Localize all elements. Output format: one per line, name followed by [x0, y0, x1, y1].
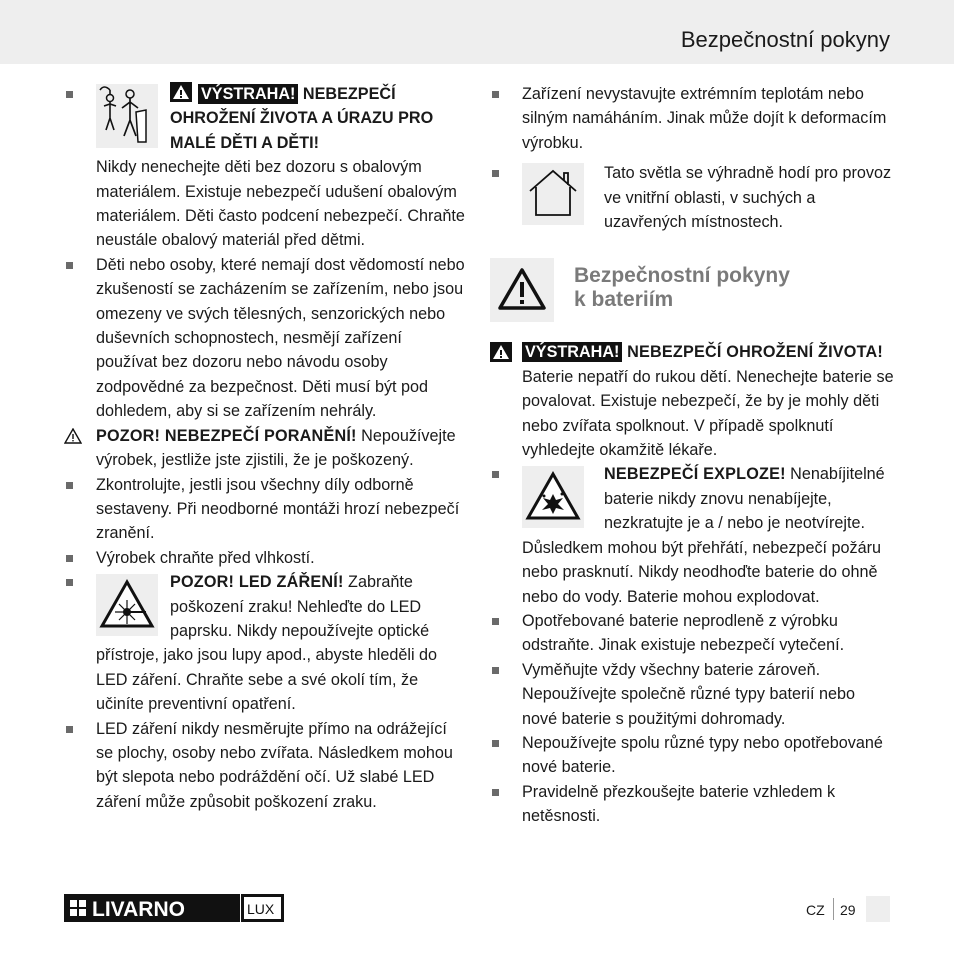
battery-warning — [490, 340, 894, 462]
item-text: LED záření nikdy nesměrujte přímo na odrážející se plochy, osoby nebo zvířata. Následkem mohou být slepota nebo podráždění očí. Už slabé LED záření může způsobit poškození zraku. — [96, 719, 453, 811]
page-header — [0, 0, 954, 64]
section-title: Bezpečnostní pokyny k bateriím — [574, 264, 790, 312]
laser-heading: POZOR! LED ZÁŘENÍ! — [170, 573, 344, 592]
item-text: Nenabíjitelné baterie nikdy znovu nenabíjejte, nezkratujte je a / nebo je neotvírejte. Důsledkem mohou být přehřátí, nebezpečí požáru nebo prasknutí. Nikdy neodhoďte baterie do ohně nebo do vody. Baterie mohou explodovat. — [522, 465, 885, 606]
bullet — [492, 91, 499, 98]
explosion-icon — [522, 466, 584, 528]
warning-heading: NEBEZPEČÍ OHROŽENÍ ŽIVOTA! — [622, 343, 883, 362]
item-text: Pravidelně přezkoušejte baterie vzhledem k netěsnosti. — [522, 782, 836, 826]
bullet — [66, 579, 73, 586]
item-text: Tato světla se výhradně hodí pro provoz ve vnitřní oblasti, v suchých a uzavřených místnostech. — [604, 164, 892, 232]
right-column — [490, 82, 894, 829]
list-item — [490, 161, 894, 234]
warning-triangle-icon — [490, 258, 554, 322]
warning-text: Nikdy nenechejte děti bez dozoru s obalovým materiálem. Existuje nebezpečí udušení obalovým materiálem. Děti často podcení nebezpečí. Chraňte neustále obalový materiál před dětmi. — [96, 158, 465, 250]
item-text: Zkontrolujte, jestli jsou všechny díly odborně sestaveny. Při neodborné montáži hrozí nebezpečí zranění. — [96, 475, 460, 543]
divider — [833, 898, 834, 920]
list-item — [490, 780, 894, 829]
item-text: Vyměňujte vždy všechny baterie zároveň. Nepoužívejte společně různé typy baterií nebo nové baterie s použitými dohromady. — [522, 660, 855, 728]
bullet — [66, 482, 73, 489]
language-code: CZ — [806, 902, 825, 918]
list-item — [64, 473, 466, 546]
bullet — [66, 555, 73, 562]
warning-icon — [490, 342, 512, 362]
svg-text:LIVARNO: LIVARNO — [92, 898, 185, 921]
bullet — [66, 726, 73, 733]
left-column — [64, 82, 466, 814]
caution-icon — [64, 428, 82, 444]
item-text: Výrobek chraňte před vlhkostí. — [96, 548, 315, 567]
brand-logo — [64, 894, 284, 922]
list-item — [64, 253, 466, 424]
list-item — [490, 658, 894, 731]
list-item — [490, 609, 894, 658]
bullet — [492, 170, 499, 177]
bullet — [492, 618, 499, 625]
bullet — [492, 667, 499, 674]
bullet — [492, 740, 499, 747]
caution-heading: POZOR! NEBEZPEČÍ PORANĚNÍ! — [96, 426, 357, 445]
list-item — [490, 82, 894, 155]
indoor-use-icon — [522, 163, 584, 225]
page-title: Bezpečnostní pokyny — [680, 27, 890, 52]
section-heading — [490, 258, 894, 322]
list-item — [490, 462, 894, 608]
list-item — [490, 731, 894, 780]
item-text: Zařízení nevystavujte extrémním teplotám nebo silným namáháním. Jinak může dojít k deformacím výrobku. — [522, 85, 887, 152]
page-number: 29 — [840, 902, 856, 918]
list-item — [64, 717, 466, 815]
bullet — [66, 91, 73, 98]
page-tab-marker — [866, 896, 890, 922]
list-item — [64, 424, 466, 473]
explosion-heading: NEBEZPEČÍ EXPLOZE! — [604, 465, 786, 484]
item-text: Zabraňte poškození zraku! Nehleďte do LED paprsku. Nikdy nepoužívejte optické přístroje, jako jsou lupy apod., abyste hleděli do LED záření. Chraňte sebe a své okolí tím, že učiníte preventivní opatření. — [96, 573, 438, 714]
warning-text: Baterie nepatří do rukou dětí. Nenechejte baterie se povalovat. Existuje nebezpečí, že by je mohly děti nebo zvířata spolknout. V případě spolknutí vyhledejte okamžitě lékaře. — [522, 367, 894, 460]
child-warning-icon — [96, 84, 158, 148]
svg-text:LUX: LUX — [247, 901, 275, 917]
warning-heading: NEBEZPEČÍ OHROŽENÍ ŽIVOTA A ÚRAZU PRO MALÉ DĚTI A DĚTI! — [170, 85, 434, 152]
laser-warning-icon — [96, 574, 158, 636]
warning-badge: VÝSTRAHA! — [198, 84, 298, 104]
bullet — [492, 471, 499, 478]
list-item — [64, 82, 466, 253]
item-text: Děti nebo osoby, které nemají dost vědomostí nebo zkušeností se zacházením se zařízením, nebo jsou omezeny ve svých tělesných, senzorických nebo duševních schopnostech, nesmějí zařízení používat bez dozoru nebo návodu osoby zodpovědné za bezpečnost. Děti musí být pod dohledem, aby si se zařízením nehrály. — [96, 255, 465, 421]
list-item — [64, 546, 466, 570]
list-item — [64, 570, 466, 716]
item-text: Opotřebované baterie neprodleně z výrobku odstraňte. Jinak existuje nebezpečí vytečení. — [522, 611, 845, 655]
item-text: Nepoužívejte spolu různé typy nebo opotřebované nové baterie. — [522, 733, 883, 777]
bullet — [492, 789, 499, 796]
warning-icon — [170, 82, 192, 102]
item-text: Nepoužívejte výrobek, jestliže jste zjistili, že je poškozený. — [96, 426, 456, 470]
warning-badge: VÝSTRAHA! — [522, 342, 622, 362]
bullet — [66, 262, 73, 269]
